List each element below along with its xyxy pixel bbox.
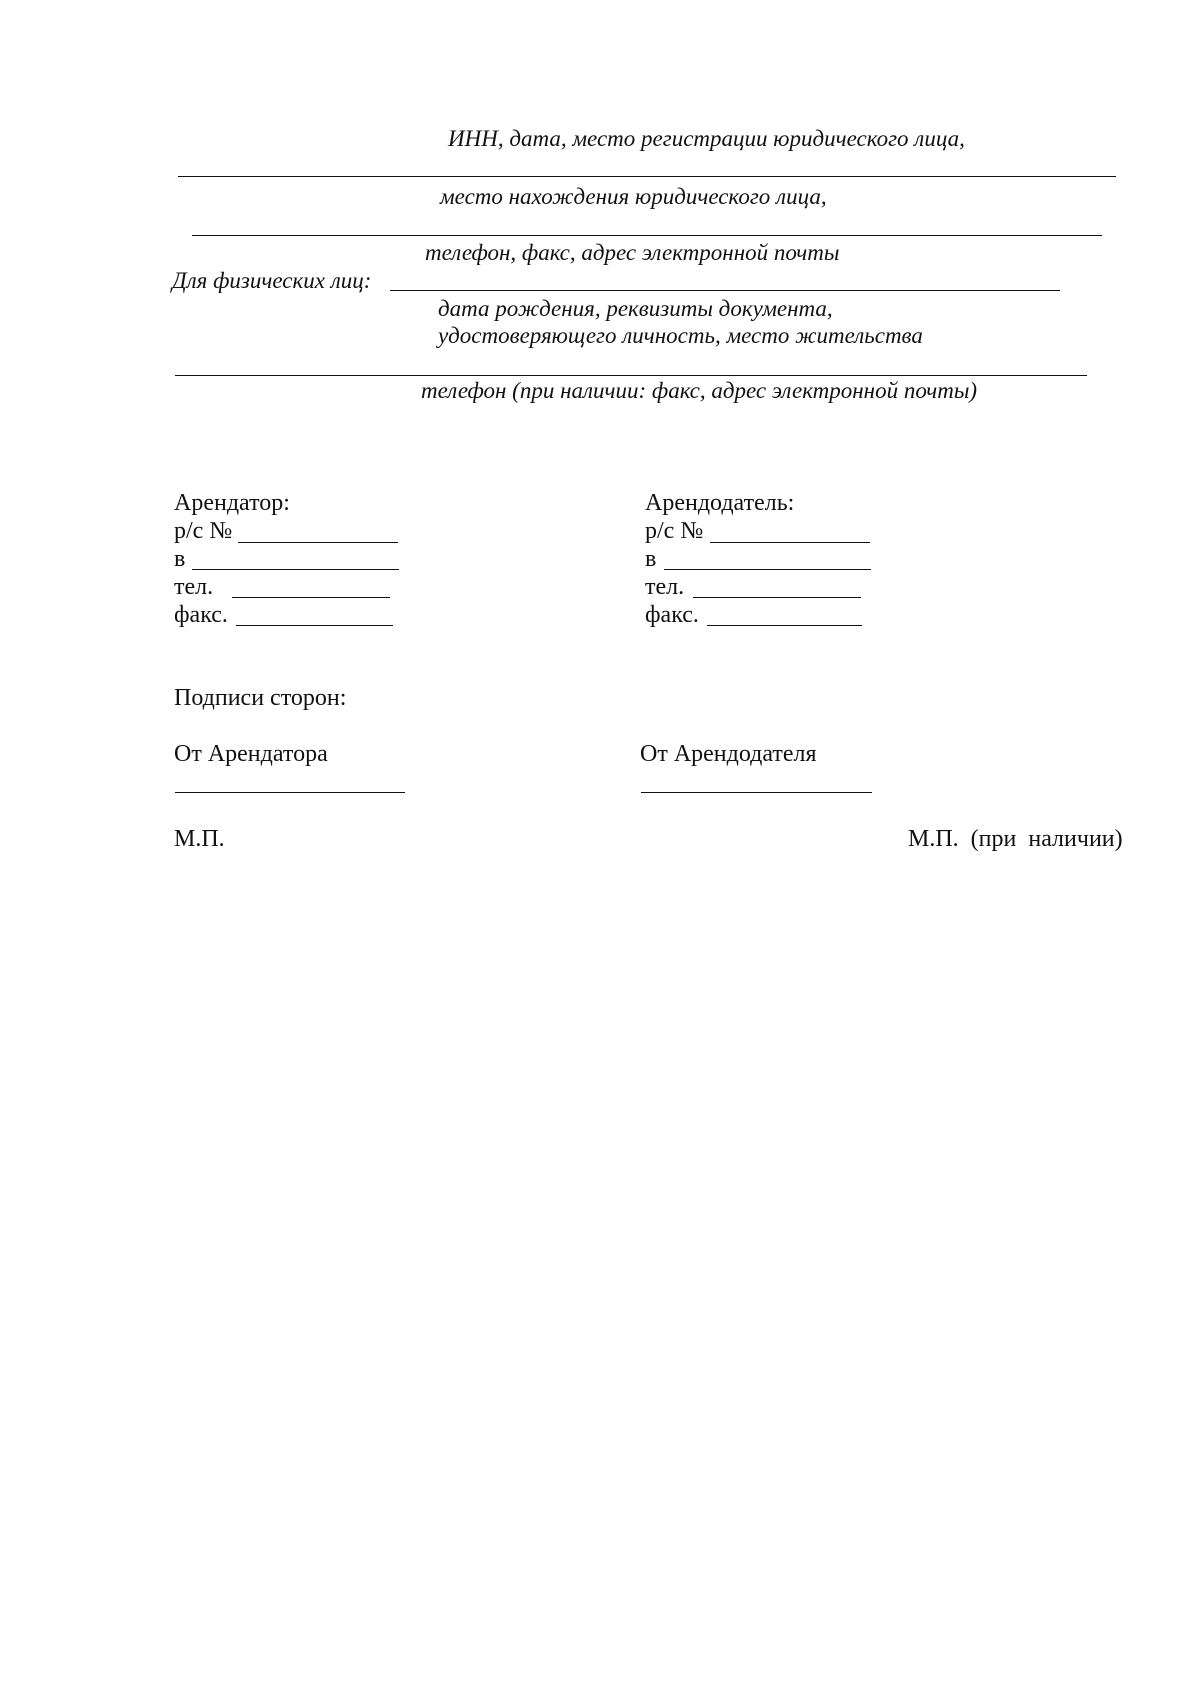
location-caption: место нахождения юридического лица, (440, 184, 827, 209)
phone-caption: телефон (при наличии: факс, адрес электронной почты) (421, 378, 978, 403)
tenant-account-line[interactable] (238, 542, 398, 543)
individuals-line (390, 290, 1060, 291)
birth-caption: дата рождения, реквизиты документа, (438, 296, 833, 321)
landlord-bank-label: в (645, 546, 657, 572)
signatures-heading: Подписи сторон: (174, 685, 347, 711)
tenant-phone-label: тел. (174, 574, 214, 600)
tenant-signature-line[interactable] (175, 792, 405, 793)
landlord-signature-caption: От Арендодателя (640, 741, 817, 767)
tenant-title: Арендатор: (174, 490, 290, 516)
tenant-fax-label: факс. (174, 602, 228, 628)
landlord-title: Арендодатель: (645, 490, 795, 516)
org-registration-line (178, 176, 1116, 177)
individual-residence-line (175, 375, 1087, 376)
inn-caption: ИНН, дата, место регистрации юридического лица, (448, 126, 965, 151)
tenant-bank-label: в (174, 546, 186, 572)
landlord-account-label: р/с № (645, 518, 704, 544)
landlord-bank-line[interactable] (664, 569, 871, 570)
tenant-account-label: р/с № (174, 518, 233, 544)
tenant-signature-caption: От Арендатора (174, 741, 328, 767)
landlord-phone-line[interactable] (693, 597, 861, 598)
stamp-right: М.П. (при наличии) (908, 826, 1123, 852)
identity-caption: удостоверяющего личность, место жительства (438, 323, 923, 348)
tenant-bank-line[interactable] (192, 569, 399, 570)
landlord-fax-label: факс. (645, 602, 699, 628)
landlord-account-line[interactable] (710, 542, 870, 543)
contacts-caption: телефон, факс, адрес электронной почты (425, 240, 840, 265)
org-location-line (192, 235, 1102, 236)
landlord-phone-label: тел. (645, 574, 685, 600)
landlord-signature-line[interactable] (641, 792, 872, 793)
stamp-left: М.П. (174, 826, 225, 852)
tenant-fax-line[interactable] (236, 625, 393, 626)
individuals-label: Для физических лиц: (172, 268, 372, 293)
landlord-fax-line[interactable] (707, 625, 862, 626)
tenant-phone-line[interactable] (232, 597, 390, 598)
